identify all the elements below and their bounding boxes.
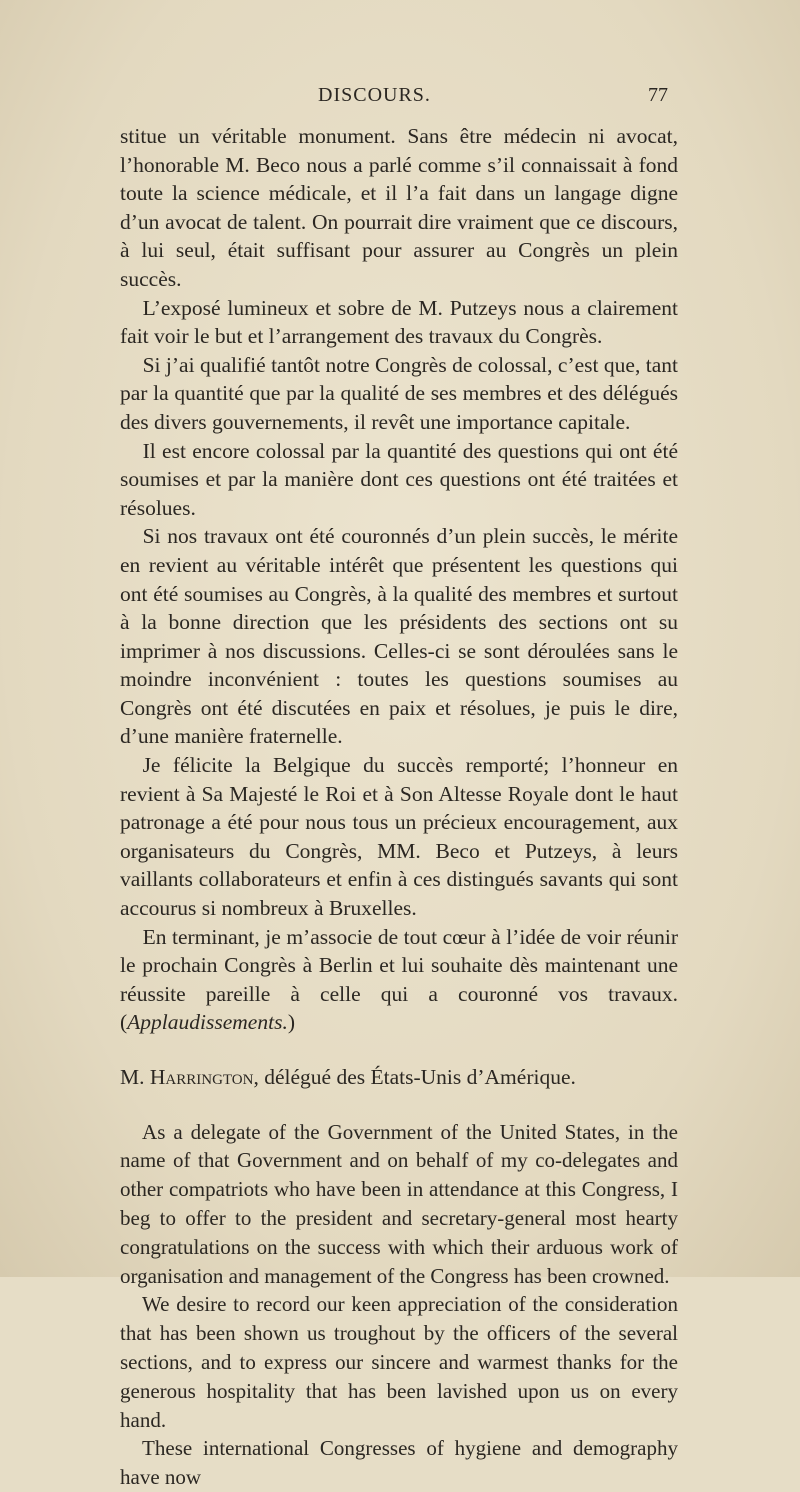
paragraph-colossal: Si j’ai qualifié tantôt notre Congrès de colossal, c’est que, tant par la quantité que par la qualité de ses membres et des délégués des divers gouvernements, il revêt une importance capitale. [120, 352, 678, 434]
page-header [0, 84, 800, 112]
running-head: DISCOURS. [318, 84, 431, 106]
english-paragraph-appreciation: We desire to record our keen appreciation of the consideration that has been shown us troughout by the officers of the several sections, and to express our sincere and warmest thanks for the generous hospitality that has been lavished upon us on every hand. [120, 1292, 678, 1432]
speaker-heading [120, 1063, 678, 1092]
speaker-name: Harrington [149, 1065, 254, 1089]
speaker-role: , délégué des États-Unis d’Amérique. [253, 1065, 576, 1089]
paragraph-closing [120, 923, 678, 1037]
paragraph-putzeys: L’exposé lumineux et sobre de M. Putzeys nous a clairement fait voir le but et l’arrangement des travaux du Congrès. [120, 295, 678, 349]
paragraph-congratulations: Je félicite la Belgique du succès remporté; l’honneur en revient à Sa Majesté le Roi et à Son Altesse Royale dont le haut patronage a été pour nous tous un précieux encouragement, aux organisateurs du Congrès, MM. Beco et Putzeys, à leurs vaillants collaborateurs et enfin à ces distingués savants qui sont accourus si nombreux à Bruxelles. [120, 753, 678, 921]
closing-text: En terminant, je m’associe de tout cœur à l’idée de voir réunir le prochain Congrès à Berlin et lui souhaite dès maintenant une réussite pareille à celle qui a couronné vos travaux. ( [120, 924, 678, 1035]
page-number: 77 [648, 84, 668, 106]
paragraph-questions: Il est encore colossal par la quantité des questions qui ont été soumises et par la manière dont ces questions ont été traitées et résolues. [120, 438, 678, 520]
applause-note: Applaudissements. [127, 1010, 288, 1035]
closing-end: ) [287, 1010, 295, 1035]
speaker-prefix: M. [120, 1065, 150, 1089]
english-paragraph-congresses: These international Congresses of hygiene and demography have now [120, 1436, 678, 1490]
paragraph-success: Si nos travaux ont été couronnés d’un plein succès, le mérite en revient au véritable intérêt que présentent les questions qui ont été soumises au Congrès, à la qualité des membres et surtout à la bonne direction que les présidents des sections ont su imprimer à nos discussions. Celles-ci se sont déroulées sans le moindre inconvénient : toutes les questions soumises au Congrès ont été discutées en paix et résolues, je puis le dire, d’une manière fraternelle. [120, 524, 678, 749]
english-paragraph-delegate: As a delegate of the Government of the United States, in the name of that Government and on behalf of my co-delegates and other compatriots who have been in attendance at this Congress, I beg to offer to the president and secretary-general most hearty congratulations on the success with which their arduous work of organisation and management of the Congress has been crowned. [120, 1119, 678, 1288]
paragraph-continuation: stitue un véritable monument. Sans être médecin ni avocat, l’honorable M. Beco nous a parlé comme s’il connaissait à fond toute la science médicale, et il l’a fait dans un langage digne d’un avocat de talent. On pourrait dire vraiment que ce discours, à lui seul, était suffisant pour assurer au Congrès un plein succès. [120, 124, 678, 291]
body-text [120, 122, 678, 1492]
